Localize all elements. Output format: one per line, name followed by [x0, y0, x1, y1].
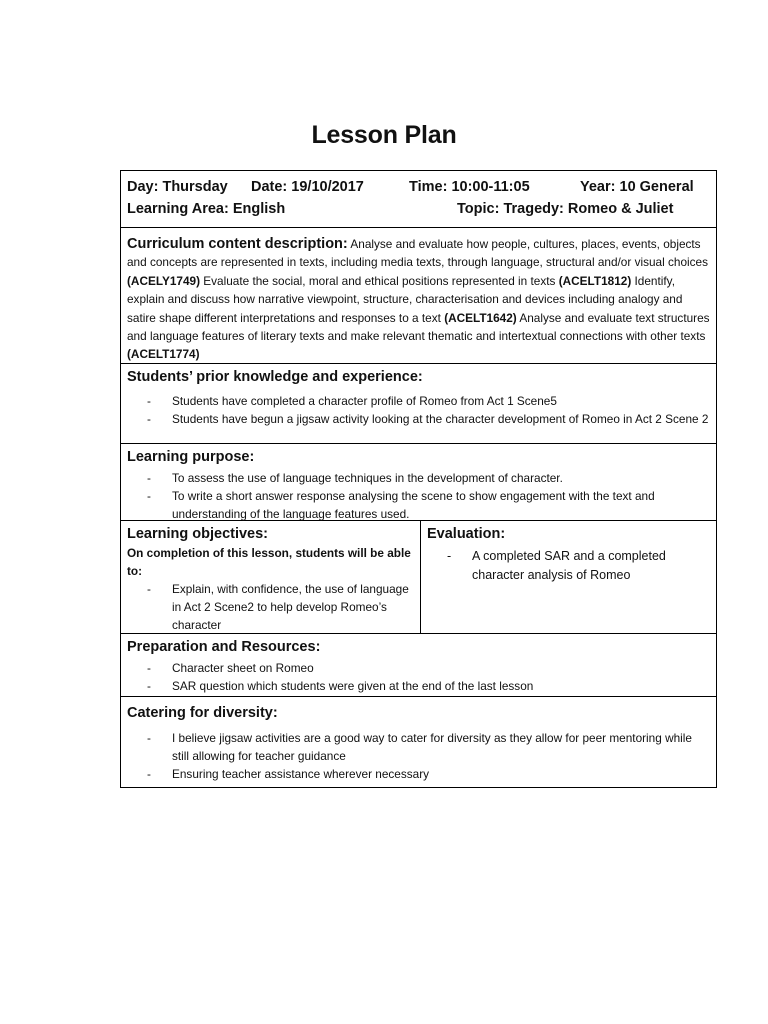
- list-item: - Students have begun a jigsaw activity looking at the character development of Romeo in Act 2 Scene 2: [147, 410, 710, 428]
- section-heading: Learning objectives:: [127, 526, 269, 542]
- learning-area-field: Learning Area: English: [127, 201, 286, 217]
- list-item: - Explain, with confidence, the use of language in Act 2 Scene2 to help develop Romeo’s character: [147, 580, 414, 634]
- list-item: - Students have completed a character profile of Romeo from Act 1 Scene5: [147, 392, 710, 410]
- section-heading: Evaluation:: [427, 526, 506, 542]
- curriculum-heading: Curriculum content description:: [127, 236, 348, 252]
- evaluation-list: [427, 547, 710, 585]
- lesson-plan-table: [120, 170, 717, 788]
- section-heading: Learning purpose:: [127, 449, 255, 465]
- curriculum-section: [121, 228, 716, 364]
- date-field: Date: 19/10/2017: [251, 179, 364, 195]
- learning-objectives-cell: [121, 521, 421, 633]
- diversity-list: [127, 729, 710, 783]
- curriculum-code: (ACELY1749): [127, 273, 200, 288]
- day-field: Day: Thursday: [127, 179, 228, 195]
- section-heading: Preparation and Resources:: [127, 639, 321, 655]
- objectives-intro: On completion of this lesson, students will be able to:: [127, 546, 411, 578]
- lesson-details-row: [121, 171, 716, 228]
- learning-purpose-section: [121, 444, 716, 521]
- list-item: - Character sheet on Romeo: [147, 659, 710, 677]
- time-field: Time: 10:00-11:05: [409, 179, 530, 195]
- resources-list: [127, 659, 710, 695]
- page-title: Lesson Plan: [311, 121, 457, 149]
- learning-objectives-list: [127, 580, 414, 634]
- prior-knowledge-section: [121, 364, 716, 444]
- list-item: - A completed SAR and a completed character analysis of Romeo: [447, 547, 710, 585]
- section-heading: Catering for diversity:: [127, 705, 278, 721]
- learning-purpose-list: [127, 469, 710, 523]
- list-item: - To write a short answer response analysing the scene to show engagement with the text and understanding of the language features used.: [147, 487, 710, 523]
- curriculum-code: (ACELT1812): [558, 273, 632, 288]
- section-heading: Students’ prior knowledge and experience:: [127, 369, 423, 385]
- curriculum-text: Curriculum content description: Analyse and evaluate how people, cultures, places, events, objects and concepts are represented in texts, including media texts, through language, structural and/or visual choices (ACELY1749) Evaluate the social, moral and ethical positions represented in texts (ACELT1812) Identify, explain and discuss how narrative viewpoint, structure, characterisation and devices including analogy and satire shape different interpretations and responses to a text (ACELT1642) Analyse and evaluate text structures and language features of literary texts and make relevant thematic and intertextual connections with other texts (ACELT1774): [127, 236, 710, 362]
- year-field: Year: 10 General: [580, 179, 694, 195]
- topic-field: Topic: Tragedy: Romeo & Juliet: [457, 201, 674, 217]
- curriculum-code: (ACELT1642): [444, 310, 517, 325]
- evaluation-cell: [421, 521, 716, 633]
- list-item: - I believe jigsaw activities are a good way to cater for diversity as they allow for peer mentoring while still allowing for teacher guidance: [147, 729, 710, 765]
- preparation-resources-section: [121, 634, 716, 697]
- prior-knowledge-list: [127, 392, 710, 428]
- objectives-evaluation-row: [121, 521, 716, 634]
- list-item: - Ensuring teacher assistance wherever necessary: [147, 765, 710, 783]
- curriculum-code: (ACELT1774): [127, 347, 200, 362]
- catering-diversity-section: [121, 697, 716, 783]
- list-item: - To assess the use of language techniques in the development of character.: [147, 469, 710, 487]
- list-item: - SAR question which students were given at the end of the last lesson: [147, 677, 710, 695]
